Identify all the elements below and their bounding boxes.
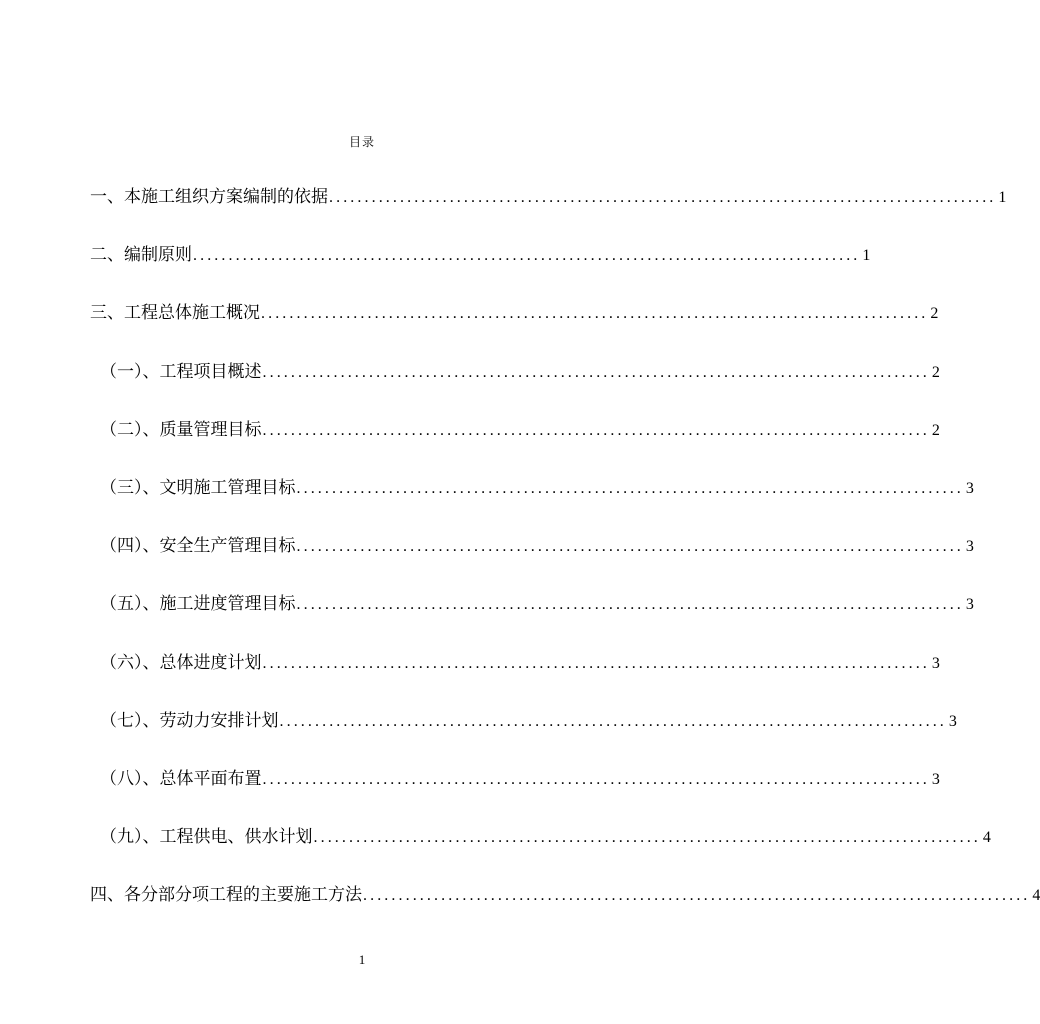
toc-entry-label: （八）、总体平面布置 xyxy=(100,768,262,789)
toc-entry-label: （五）、施工进度管理目标 xyxy=(100,594,296,615)
toc-entry[interactable] xyxy=(90,880,1040,938)
toc-entry[interactable] xyxy=(90,182,1007,240)
toc-entry-page: 1 xyxy=(998,189,1007,206)
toc-entry-label: （九）、工程供电、供水计划 xyxy=(100,827,313,848)
toc-entry[interactable] xyxy=(90,473,974,531)
toc-entry[interactable] xyxy=(90,298,939,356)
toc-entry-page: 3 xyxy=(948,712,957,730)
toc-entry-page: 4 xyxy=(982,829,991,847)
toc-entry-label: （六）、总体进度计划 xyxy=(100,652,262,673)
toc-entry-page: 3 xyxy=(931,654,940,672)
toc-entry[interactable] xyxy=(90,648,940,706)
toc-entry-label: （七）、劳动力安排计划 xyxy=(100,710,279,731)
toc-entry-label: （二）、质量管理目标 xyxy=(100,419,262,440)
toc-entry-label: 二、编制原则 xyxy=(90,245,192,266)
toc-dot-leader: .............................................................................................. xyxy=(262,421,930,439)
toc-dot-leader: .............................................................................................. xyxy=(329,189,997,206)
toc-dot-leader: .............................................................................................. xyxy=(296,596,964,614)
toc-dot-leader: .............................................................................................. xyxy=(262,770,930,788)
toc-entry[interactable] xyxy=(90,531,974,589)
toc-entry[interactable] xyxy=(90,357,940,415)
toc-entry-page: 3 xyxy=(965,596,974,614)
toc-entry-label: （四）、安全生产管理目标 xyxy=(100,536,296,557)
toc-dot-leader: .............................................................................................. xyxy=(296,538,964,556)
toc-entry-page: 2 xyxy=(931,363,940,381)
toc-dot-leader: .............................................................................................. xyxy=(261,305,929,323)
toc-list xyxy=(90,182,1040,938)
toc-entry[interactable] xyxy=(90,706,957,764)
toc-entry-page: 3 xyxy=(965,538,974,556)
page-number: 1 xyxy=(358,952,366,967)
toc-dot-leader: .............................................................................................. xyxy=(262,363,930,381)
toc-dot-leader: .............................................................................................. xyxy=(279,712,947,730)
toc-entry-page: 2 xyxy=(931,421,940,439)
toc-entry-label: （三）、文明施工管理目标 xyxy=(100,477,296,498)
toc-dot-leader: .............................................................................................. xyxy=(193,247,861,265)
toc-dot-leader: .............................................................................................. xyxy=(363,887,1031,905)
toc-entry-label: 三、工程总体施工概况 xyxy=(90,303,260,324)
toc-entry-page: 3 xyxy=(931,770,940,788)
toc-dot-leader: .............................................................................................. xyxy=(262,654,930,672)
toc-dot-leader: .............................................................................................. xyxy=(313,829,981,847)
toc-entry[interactable] xyxy=(90,415,940,473)
toc-entry-label: 一、本施工组织方案编制的依据 xyxy=(90,187,328,207)
toc-entry-label: （一）、工程项目概述 xyxy=(100,361,262,382)
toc-entry[interactable] xyxy=(90,589,974,647)
toc-entry[interactable] xyxy=(90,822,991,880)
toc-dot-leader: .............................................................................................. xyxy=(296,479,964,497)
toc-entry-page: 4 xyxy=(1032,887,1040,905)
toc-entry-label: 四、各分部分项工程的主要施工方法 xyxy=(90,885,362,906)
toc-entry-page: 1 xyxy=(862,247,871,265)
toc-entry[interactable] xyxy=(90,764,940,822)
toc-entry-page: 2 xyxy=(930,305,939,323)
toc-title: 目录 xyxy=(348,135,375,149)
toc-entry[interactable] xyxy=(90,240,871,298)
toc-entry-page: 3 xyxy=(965,479,974,497)
